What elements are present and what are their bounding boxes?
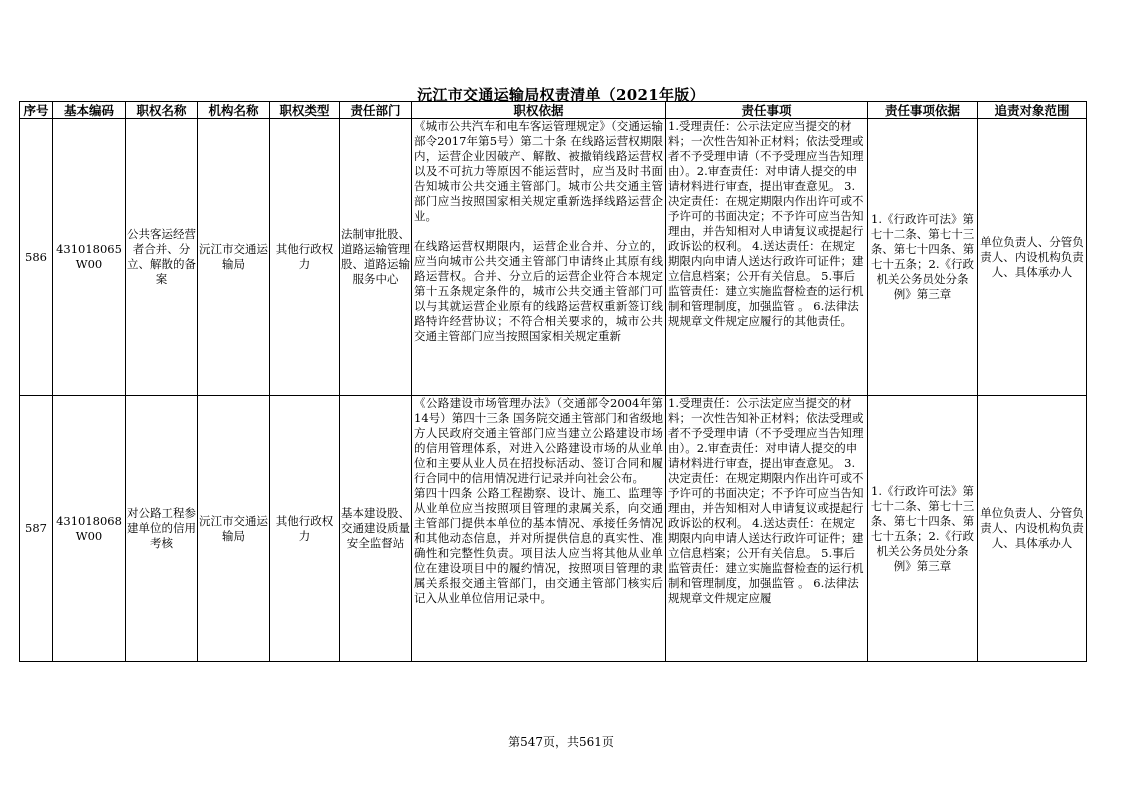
- document-title: 沅江市交通运输局权责清单（2021年版）: [417, 86, 705, 104]
- cell-dept: 法制审批股、道路运输管理股、道路运输服务中心: [340, 119, 412, 396]
- table-row: [20, 396, 1087, 662]
- cell-accountable: 单位负责人、分管负责人、内设机构负责人、具体承办人: [978, 396, 1087, 662]
- cell-code: 431018068W00: [53, 396, 126, 662]
- page-number: 第547页，共561页: [508, 735, 614, 749]
- cell-no: 587: [20, 396, 53, 662]
- duty-text: 1.受理责任：公示法定应当提交的材料；一次性告知补正材料；依法受理或者不予受理申请（不予受理应当告知理由）。2.审查责任：对申请人提交的申请材料进行审查，提出审查意见。 3.决定责任：在规定期限内作出许可或不予许可的书面决定；不予许可应当告知理由，并告知相对人申请复议或提起行政诉讼的权利。 4.送达责任：在规定期限内向申请人送达行政许可证件；建立信息档案；公开有关信息。 5.事后监管责任：建立实施监督检查的运行机制和管理制度，加强监管 。 6.法律法规规章文件规定应履行的其他责任。: [668, 119, 864, 328]
- cell-no: 586: [20, 119, 53, 396]
- authority-table: [19, 101, 1087, 662]
- cell-name: 公共客运经营者合并、分立、解散的备案: [126, 119, 198, 396]
- header-type: 职权类型: [270, 102, 340, 119]
- cell-dept: 基本建设股、交通建设质量安全监督站: [340, 396, 412, 662]
- header-name: 职权名称: [126, 102, 198, 119]
- table-row: [20, 119, 1087, 396]
- basis-text: 《城市公共汽车和电车客运管理规定》（交通运输部令2017年第5号）第二十条 在线路运营权期限内，运营企业因破产、解散、被撤销线路运营权以及不可抗力等原因不能运营时，应当及时书面告知城市公共交通主管部门。城市公共交通主管部门应当按照国家相关规定重新选择线路运营企业。 在线路运营权期限内，运营企业合并、分立的，应当向城市公共交通主管部门申请终止其原有线路运营权。合并、分立后的运营企业符合本规定第十五条规定条件的，城市公共交通主管部门可以与其就运营企业原有的线路运营权重新签订线路特许经营协议；不符合相关要求的，城市公共交通主管部门应当按照国家相关规定重新: [414, 119, 663, 343]
- header-duty-basis: 责任事项依据: [868, 102, 978, 119]
- cell-org: 沅江市交通运输局: [198, 396, 270, 662]
- header-no: 序号: [20, 102, 53, 119]
- cell-basis: [412, 396, 666, 662]
- cell-duty: [666, 396, 868, 662]
- header-row: [20, 102, 1087, 119]
- duty-text: 1.受理责任：公示法定应当提交的材料；一次性告知补正材料；依法受理或者不予受理申请（不予受理应当告知理由）。2.审查责任：对申请人提交的申请材料进行审查，提出审查意见。 3.决定责任：在规定期限内作出许可或不予许可的书面决定；不予许可应当告知理由，并告知相对人申请复议或提起行政诉讼的权利。 4.送达责任：在规定期限内向申请人送达行政许可证件；建立信息档案；公开有关信息。 5.事后监管责任：建立实施监督检查的运行机制和管理制度，加强监管 。 6.法律法规规章文件规定应履: [668, 396, 864, 605]
- cell-accountable: 单位负责人、分管负责人、内设机构负责人、具体承办人: [978, 119, 1087, 396]
- header-code: 基本编码: [53, 102, 126, 119]
- header-basis: 职权依据: [412, 102, 666, 119]
- cell-basis: [412, 119, 666, 396]
- header-org: 机构名称: [198, 102, 270, 119]
- basis-text: 《公路建设市场管理办法》（交通部令2004年第14号）第四十三条 国务院交通主管部门和省级地方人民政府交通主管部门应当建立公路建设市场的信用管理体系，对进入公路建设市场的从业单位和主要从业人员在招投标活动、签订合同和履行合同中的信用情况进行记录并向社会公布。 第四十四条 公路工程勘察、设计、施工、监理等从业单位应当按照项目管理的隶属关系，向交通主管部门提供本单位的基本情况、承接任务情况和其他动态信息，并对所提供信息的真实性、准确性和完整性负责。项目法人应当将其他从业单位在建设项目中的履约情况，按照项目管理的隶属关系报交通主管部门，由交通主管部门核实后记入从业单位信用记录中。: [414, 396, 663, 605]
- cell-name: 对公路工程参建单位的信用考核: [126, 396, 198, 662]
- cell-duty-basis: 1.《行政许可法》第七十二条、第七十三条、第七十四条、第七十五条；2.《行政机关公务员处分条例》第三章: [868, 119, 978, 396]
- cell-type: 其他行政权力: [270, 119, 340, 396]
- header-dept: 责任部门: [340, 102, 412, 119]
- header-accountable: 追责对象范围: [978, 102, 1087, 119]
- cell-org: 沅江市交通运输局: [198, 119, 270, 396]
- cell-type: 其他行政权力: [270, 396, 340, 662]
- cell-duty: [666, 119, 868, 396]
- cell-duty-basis: 1.《行政许可法》第七十二条、第七十三条、第七十四条、第七十五条；2.《行政机关公务员处分条例》第三章: [868, 396, 978, 662]
- header-duty: 责任事项: [666, 102, 868, 119]
- cell-code: 431018065W00: [53, 119, 126, 396]
